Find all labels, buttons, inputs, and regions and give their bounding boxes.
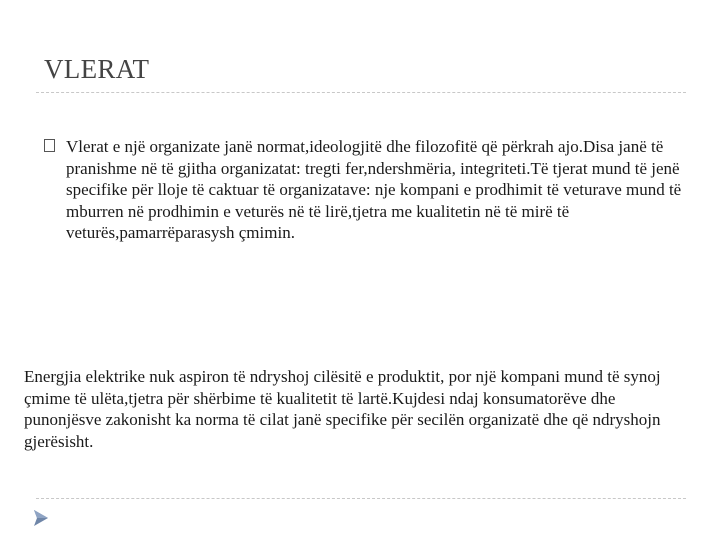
footer-divider (36, 498, 686, 499)
bullet-item (44, 136, 684, 244)
next-slide-arrow-icon[interactable] (32, 508, 50, 528)
square-bullet-icon (44, 139, 55, 152)
title-divider (36, 92, 686, 93)
body-paragraph: Energjia elektrike nuk aspiron të ndryshoj cilësitë e produktit, por një kompani mund të synoj çmime të ulëta,tjetra për shërbime të kualitetit të lartë.Kujdesi ndaj konsumatorëve dhe punonjësve zakonisht ka norma të cilat janë specifike për secilën organizatë dhe që ndryshojn gjerësisht. (24, 367, 661, 451)
bullet-text: Vlerat e një organizate janë normat,ideologjitë dhe filozofitë që përkrah ajo.Disa janë të pranishme në të gjitha organizatat: tregti fer,ndershmëria, integriteti.Të tjerat mund të jenë specifike për lloje të caktuar të organizatave: nje kompani e prodhimit të veturave mund të mburren në prodhimin e veturës në të lirë,tjetra me kualitetin në të mirë të veturës,pamarrëparasysh çmimin. (66, 137, 682, 242)
slide-title: VLERAT (44, 54, 150, 84)
